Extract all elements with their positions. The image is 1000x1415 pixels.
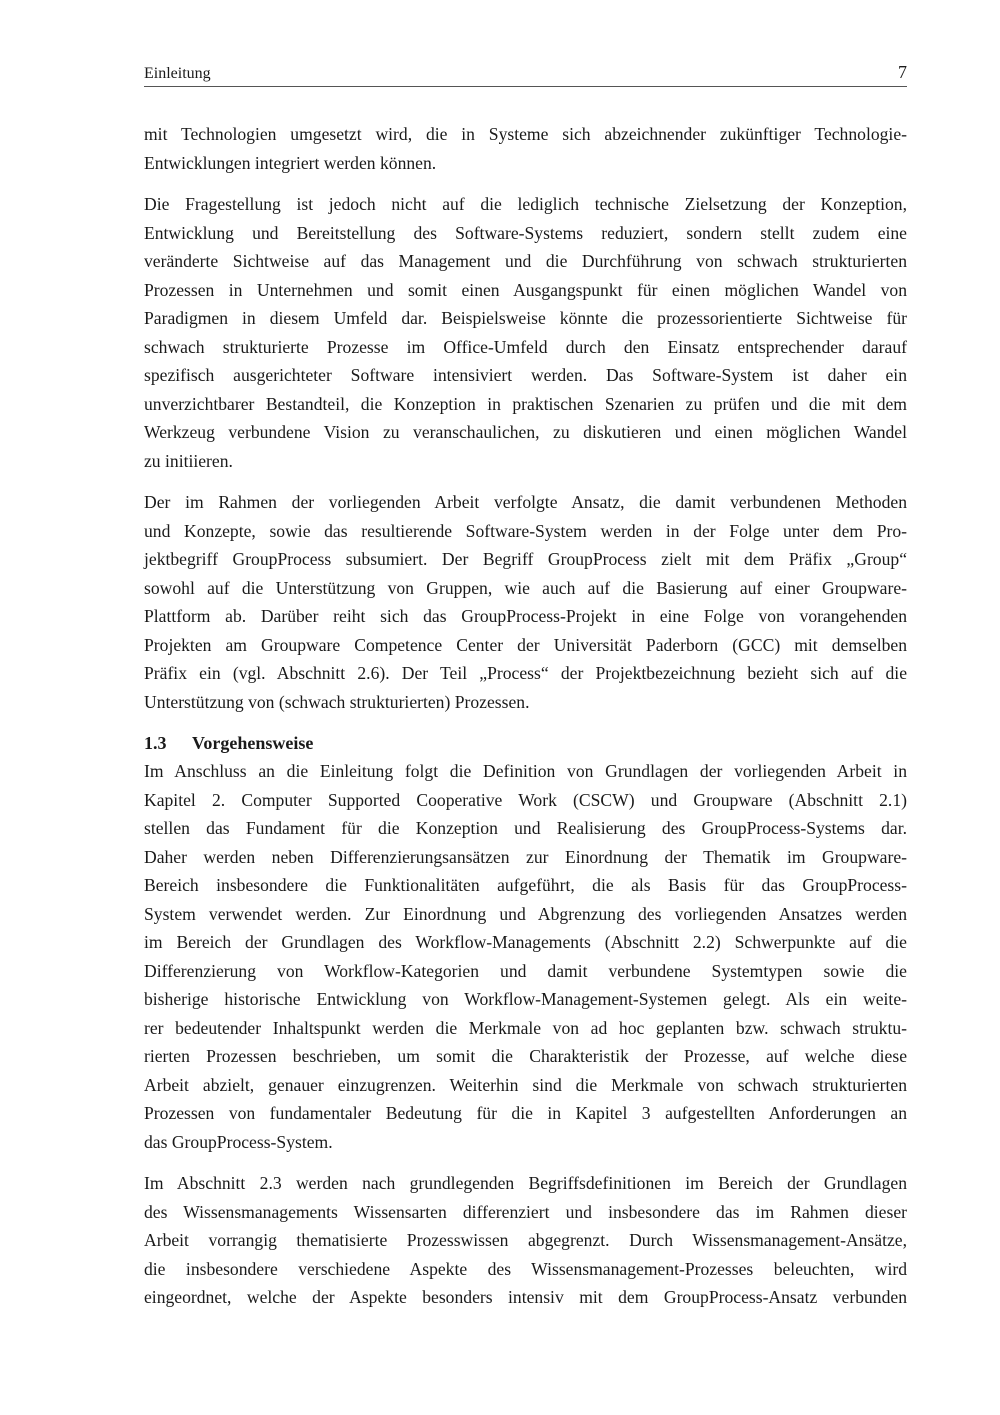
text-line: Die Fragestellung ist jedoch nicht auf die lediglich technische Zielsetzung der Konzeption, — [144, 194, 907, 214]
section-title: Vorgehensweise — [192, 733, 314, 753]
text-line: rierten Prozessen beschrieben, um somit die Charakteristik der Prozesse, auf welche diese — [144, 1046, 907, 1066]
paragraph — [144, 757, 907, 1156]
text-line: Im Abschnitt 2.3 werden nach grundlegenden Begriffsdefinitionen im Bereich der Grundlagen — [144, 1173, 907, 1193]
text-line: schwach strukturierte Prozesse im Office-Umfeld durch den Einsatz entsprechender darauf — [144, 336, 907, 357]
text-line: stellen das Fundament für die Konzeption und Realisierung des GroupProcess-Systems dar. — [144, 818, 907, 838]
page-body — [144, 120, 907, 1325]
text-line: des Wissensmanagements Wissensarten differenziert und insbesondere das im Rahmen dieser — [144, 1201, 907, 1222]
text-line: Prozessen von fundamentaler Bedeutung für die in Kapitel 3 aufgestellten Anforderungen an — [144, 1103, 907, 1123]
paragraph — [144, 120, 907, 177]
text-line: im Bereich der Grundlagen des Workflow-Managements (Abschnitt 2.2) Schwerpunkte auf die — [144, 932, 907, 952]
chapter-title: Einleitung — [144, 65, 211, 82]
text-line: mit Technologien umgesetzt wird, die in Systeme sich abzeichnender zukünftiger Technologie- — [144, 124, 907, 144]
section-number: 1.3 — [144, 733, 167, 753]
text-line: Projekten am Groupware Competence Center der Universität Paderborn (GCC) mit demselben — [144, 634, 907, 655]
text-line: das GroupProcess-System. — [144, 1131, 333, 1152]
text-line: jektbegriff GroupProcess subsumiert. Der Begriff GroupProcess zielt mit dem Präfix „Group“ — [144, 549, 907, 569]
text-line: Bereich insbesondere die Funktionalitäten aufgeführt, die als Basis für das GroupProcess- — [144, 875, 907, 895]
text-line: die insbesondere verschiedene Aspekte des Wissensmanagement-Prozesses beleuchten, wird — [144, 1258, 907, 1279]
text-line: rer bedeutender Inhaltspunkt werden die Merkmale von ad hoc geplanten bzw. schwach struktu- — [144, 1017, 907, 1038]
text-line: eingeordnet, welche der Aspekte besonders intensiv mit dem GroupProcess-Ansatz verbunden — [144, 1287, 907, 1307]
running-header — [144, 62, 907, 87]
paragraph — [144, 1169, 907, 1312]
text-line: Entwicklung und Bereitstellung des Software-Systems reduziert, sondern stellt zudem eine — [144, 222, 907, 243]
text-line: Prozessen in Unternehmen und somit einen Ausgangspunkt für einen möglichen Wandel von — [144, 279, 907, 300]
text-line: Präfix ein (vgl. Abschnitt 2.6). Der Teil „Process“ der Projektbezeichnung bezieht sich auf die — [144, 663, 907, 683]
text-line: Kapitel 2. Computer Supported Cooperative Work (CSCW) und Groupware (Abschnitt 2.1) — [144, 789, 907, 810]
text-line: spezifisch ausgerichteter Software intensiviert werden. Das Software-System ist daher ein — [144, 365, 907, 385]
text-line: sowohl auf die Unterstützung von Gruppen, wie auch auf die Basierung auf einer Groupware- — [144, 577, 907, 598]
text-line: zu initiieren. — [144, 450, 233, 471]
text-line: Daher werden neben Differenzierungsansätzen zur Einordnung der Thematik im Groupware- — [144, 846, 907, 867]
text-line: Entwicklungen integriert werden können. — [144, 152, 437, 173]
text-line: Im Anschluss an die Einleitung folgt die Definition von Grundlagen der vorliegenden Arbeit in — [144, 761, 907, 781]
text-line: Differenzierung von Workflow-Kategorien und damit verbundene Systemtypen sowie die — [144, 960, 907, 981]
text-line: Der im Rahmen der vorliegenden Arbeit verfolgte Ansatz, die damit verbundenen Methoden — [144, 492, 907, 512]
text-line: Arbeit vorrangig thematisierte Prozesswissen abgegrenzt. Durch Wissensmanagement-Ansätze, — [144, 1230, 907, 1250]
text-line: Unterstützung von (schwach strukturierten) Prozessen. — [144, 691, 530, 712]
text-line: System verwendet werden. Zur Einordnung und Abgrenzung des vorliegenden Ansatzes werden — [144, 903, 907, 924]
text-line: Werkzeug verbundene Vision zu veranschaulichen, zu diskutieren und einen möglichen Wandel — [144, 422, 907, 442]
text-line: und Konzepte, sowie das resultierende Software-System werden in der Folge unter dem Pro- — [144, 520, 907, 541]
paragraph — [144, 190, 907, 475]
text-line: Arbeit abzielt, genauer einzugrenzen. Weiterhin sind die Merkmale von schwach strukturierten — [144, 1074, 907, 1095]
text-line: Plattform ab. Darüber reiht sich das GroupProcess-Projekt in eine Folge von vorangehenden — [144, 606, 907, 626]
text-line: bisherige historische Entwicklung von Workflow-Management-Systemen gelegt. Als ein weite- — [144, 989, 907, 1009]
text-line: veränderte Sichtweise auf das Management und die Durchführung von schwach strukturierten — [144, 251, 907, 271]
page-number: 7 — [898, 62, 907, 82]
text-line: Paradigmen in diesem Umfeld dar. Beispielsweise könnte die prozessorientierte Sichtweise für — [144, 308, 907, 328]
section-heading — [144, 729, 907, 757]
paragraph — [144, 488, 907, 716]
text-line: unverzichtbarer Bestandteil, die Konzeption in praktischen Szenarien zu prüfen und die mit dem — [144, 393, 907, 414]
